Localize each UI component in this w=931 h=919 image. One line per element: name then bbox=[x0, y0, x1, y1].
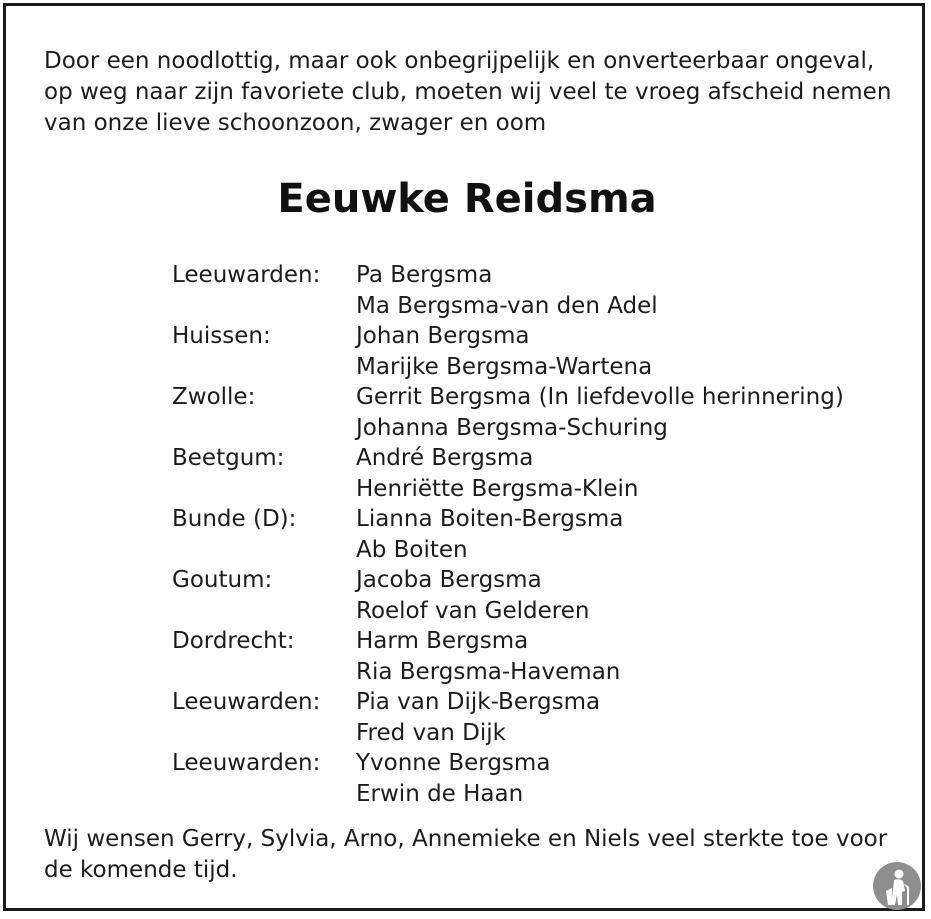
family-member: Yvonne Bergsma bbox=[356, 750, 551, 776]
family-place: Huissen: bbox=[172, 323, 271, 349]
intro-line: Door een noodlottig, maar ook onbegrijpelijk en onverteerbaar ongeval, bbox=[44, 48, 875, 74]
closing-line: Wij wensen Gerry, Sylvia, Arno, Annemieke en Niels veel sterkte toe voor bbox=[44, 826, 888, 852]
family-member: Pia van Dijk-Bergsma bbox=[356, 689, 601, 715]
family-place: Leeuwarden: bbox=[172, 689, 321, 715]
family-member: Ab Boiten bbox=[356, 536, 468, 563]
family-group bbox=[172, 565, 872, 626]
family-group bbox=[172, 687, 872, 748]
family-member: Pa Bergsma bbox=[356, 262, 493, 288]
family-group bbox=[172, 626, 872, 687]
family-place: Beetgum: bbox=[172, 445, 285, 471]
family-member: Ma Bergsma-van den Adel bbox=[356, 292, 658, 319]
family-place: Leeuwarden: bbox=[172, 262, 321, 288]
family-place: Bunde (D): bbox=[172, 506, 297, 532]
family-group bbox=[172, 504, 872, 565]
family-member: Fred van Dijk bbox=[356, 719, 506, 746]
family-list bbox=[172, 260, 872, 809]
family-group bbox=[172, 321, 872, 382]
family-place: Zwolle: bbox=[172, 384, 256, 410]
obituary-frame bbox=[3, 3, 925, 911]
family-member: Johan Bergsma bbox=[356, 323, 530, 349]
closing-line: de komende tijd. bbox=[44, 857, 238, 883]
closing-text bbox=[44, 824, 904, 886]
family-member: Gerrit Bergsma (In liefdevolle herinnering) bbox=[356, 384, 844, 410]
family-member: Roelof van Gelderen bbox=[356, 597, 590, 624]
family-place: Dordrecht: bbox=[172, 628, 295, 654]
family-member: Ria Bergsma-Haveman bbox=[356, 658, 621, 685]
memorial-figure-icon bbox=[872, 861, 922, 911]
deceased-name: Eeuwke Reidsma bbox=[277, 176, 657, 222]
intro-line: op weg naar zijn favoriete club, moeten wij veel te vroeg afscheid nemen bbox=[44, 79, 892, 105]
family-member: Lianna Boiten-Bergsma bbox=[356, 506, 624, 532]
family-place: Goutum: bbox=[172, 567, 273, 593]
family-member: Marijke Bergsma-Wartena bbox=[356, 353, 653, 380]
family-place: Leeuwarden: bbox=[172, 750, 321, 776]
family-member: Henriëtte Bergsma-Klein bbox=[356, 475, 639, 502]
intro-line: van onze lieve schoonzoon, zwager en oom bbox=[44, 110, 547, 136]
family-group bbox=[172, 260, 872, 321]
family-group bbox=[172, 443, 872, 504]
family-group bbox=[172, 748, 872, 809]
family-member: Jacoba Bergsma bbox=[356, 567, 542, 593]
family-group bbox=[172, 382, 872, 443]
family-member: Johanna Bergsma-Schuring bbox=[356, 414, 668, 441]
family-member: André Bergsma bbox=[356, 445, 534, 471]
family-member: Erwin de Haan bbox=[356, 780, 524, 807]
intro-text bbox=[44, 46, 904, 139]
family-member: Harm Bergsma bbox=[356, 628, 529, 654]
